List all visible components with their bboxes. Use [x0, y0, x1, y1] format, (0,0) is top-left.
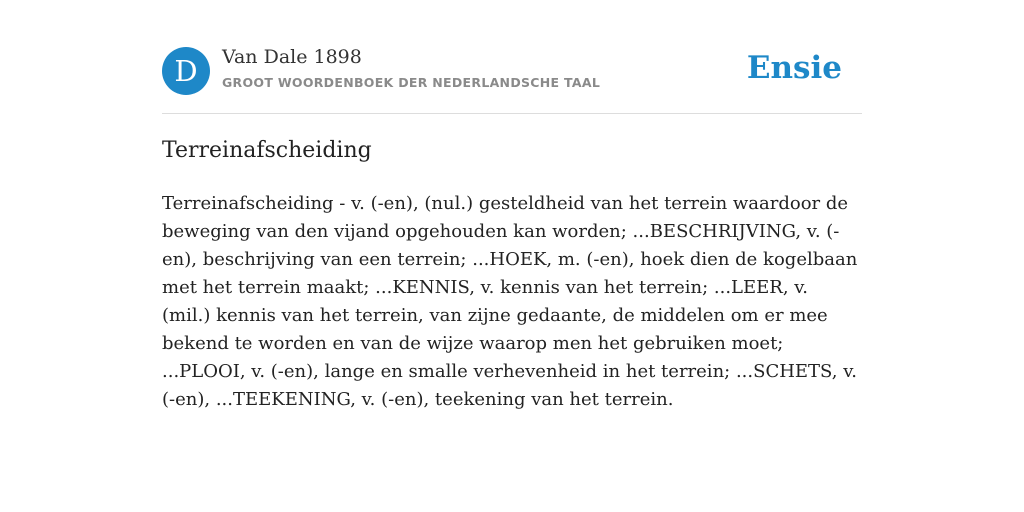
entry-title: Terreinafscheiding — [162, 138, 372, 163]
entry-card — [162, 0, 862, 410]
header — [162, 0, 862, 114]
source-avatar[interactable]: D — [162, 47, 210, 95]
source-title[interactable]: Van Dale 1898 — [222, 46, 362, 68]
source-subtitle: GROOT WOORDENBOEK DER NEDERLANDSCHE TAAL — [222, 75, 601, 90]
entry-definition: Terreinafscheiding - v. (-en), (nul.) gesteldheid van het terrein waardoor de beweging van den vijand opgehouden kan worden; ...BESCHRIJVING, v. (-en), beschrijving van een terrein; ...HOEK, m. (-en), hoek dien de kogelbaan met het terrein maakt; ...KENNIS, v. kennis van het terrein; ...LEER, v. (mil.) kennis van het terrein, van zijne gedaante, de middelen om er mee bekend te worden en van de wijze waarop men het gebruiken moet; ...PLOOI, v. (-en), lange en smalle verhevenheid in het terrein; ...SCHETS, v. (-en), ...TEEKENING, v. (-en), teekening van het terrein. — [162, 193, 858, 410]
brand-logo[interactable]: Ensie — [746, 50, 842, 86]
